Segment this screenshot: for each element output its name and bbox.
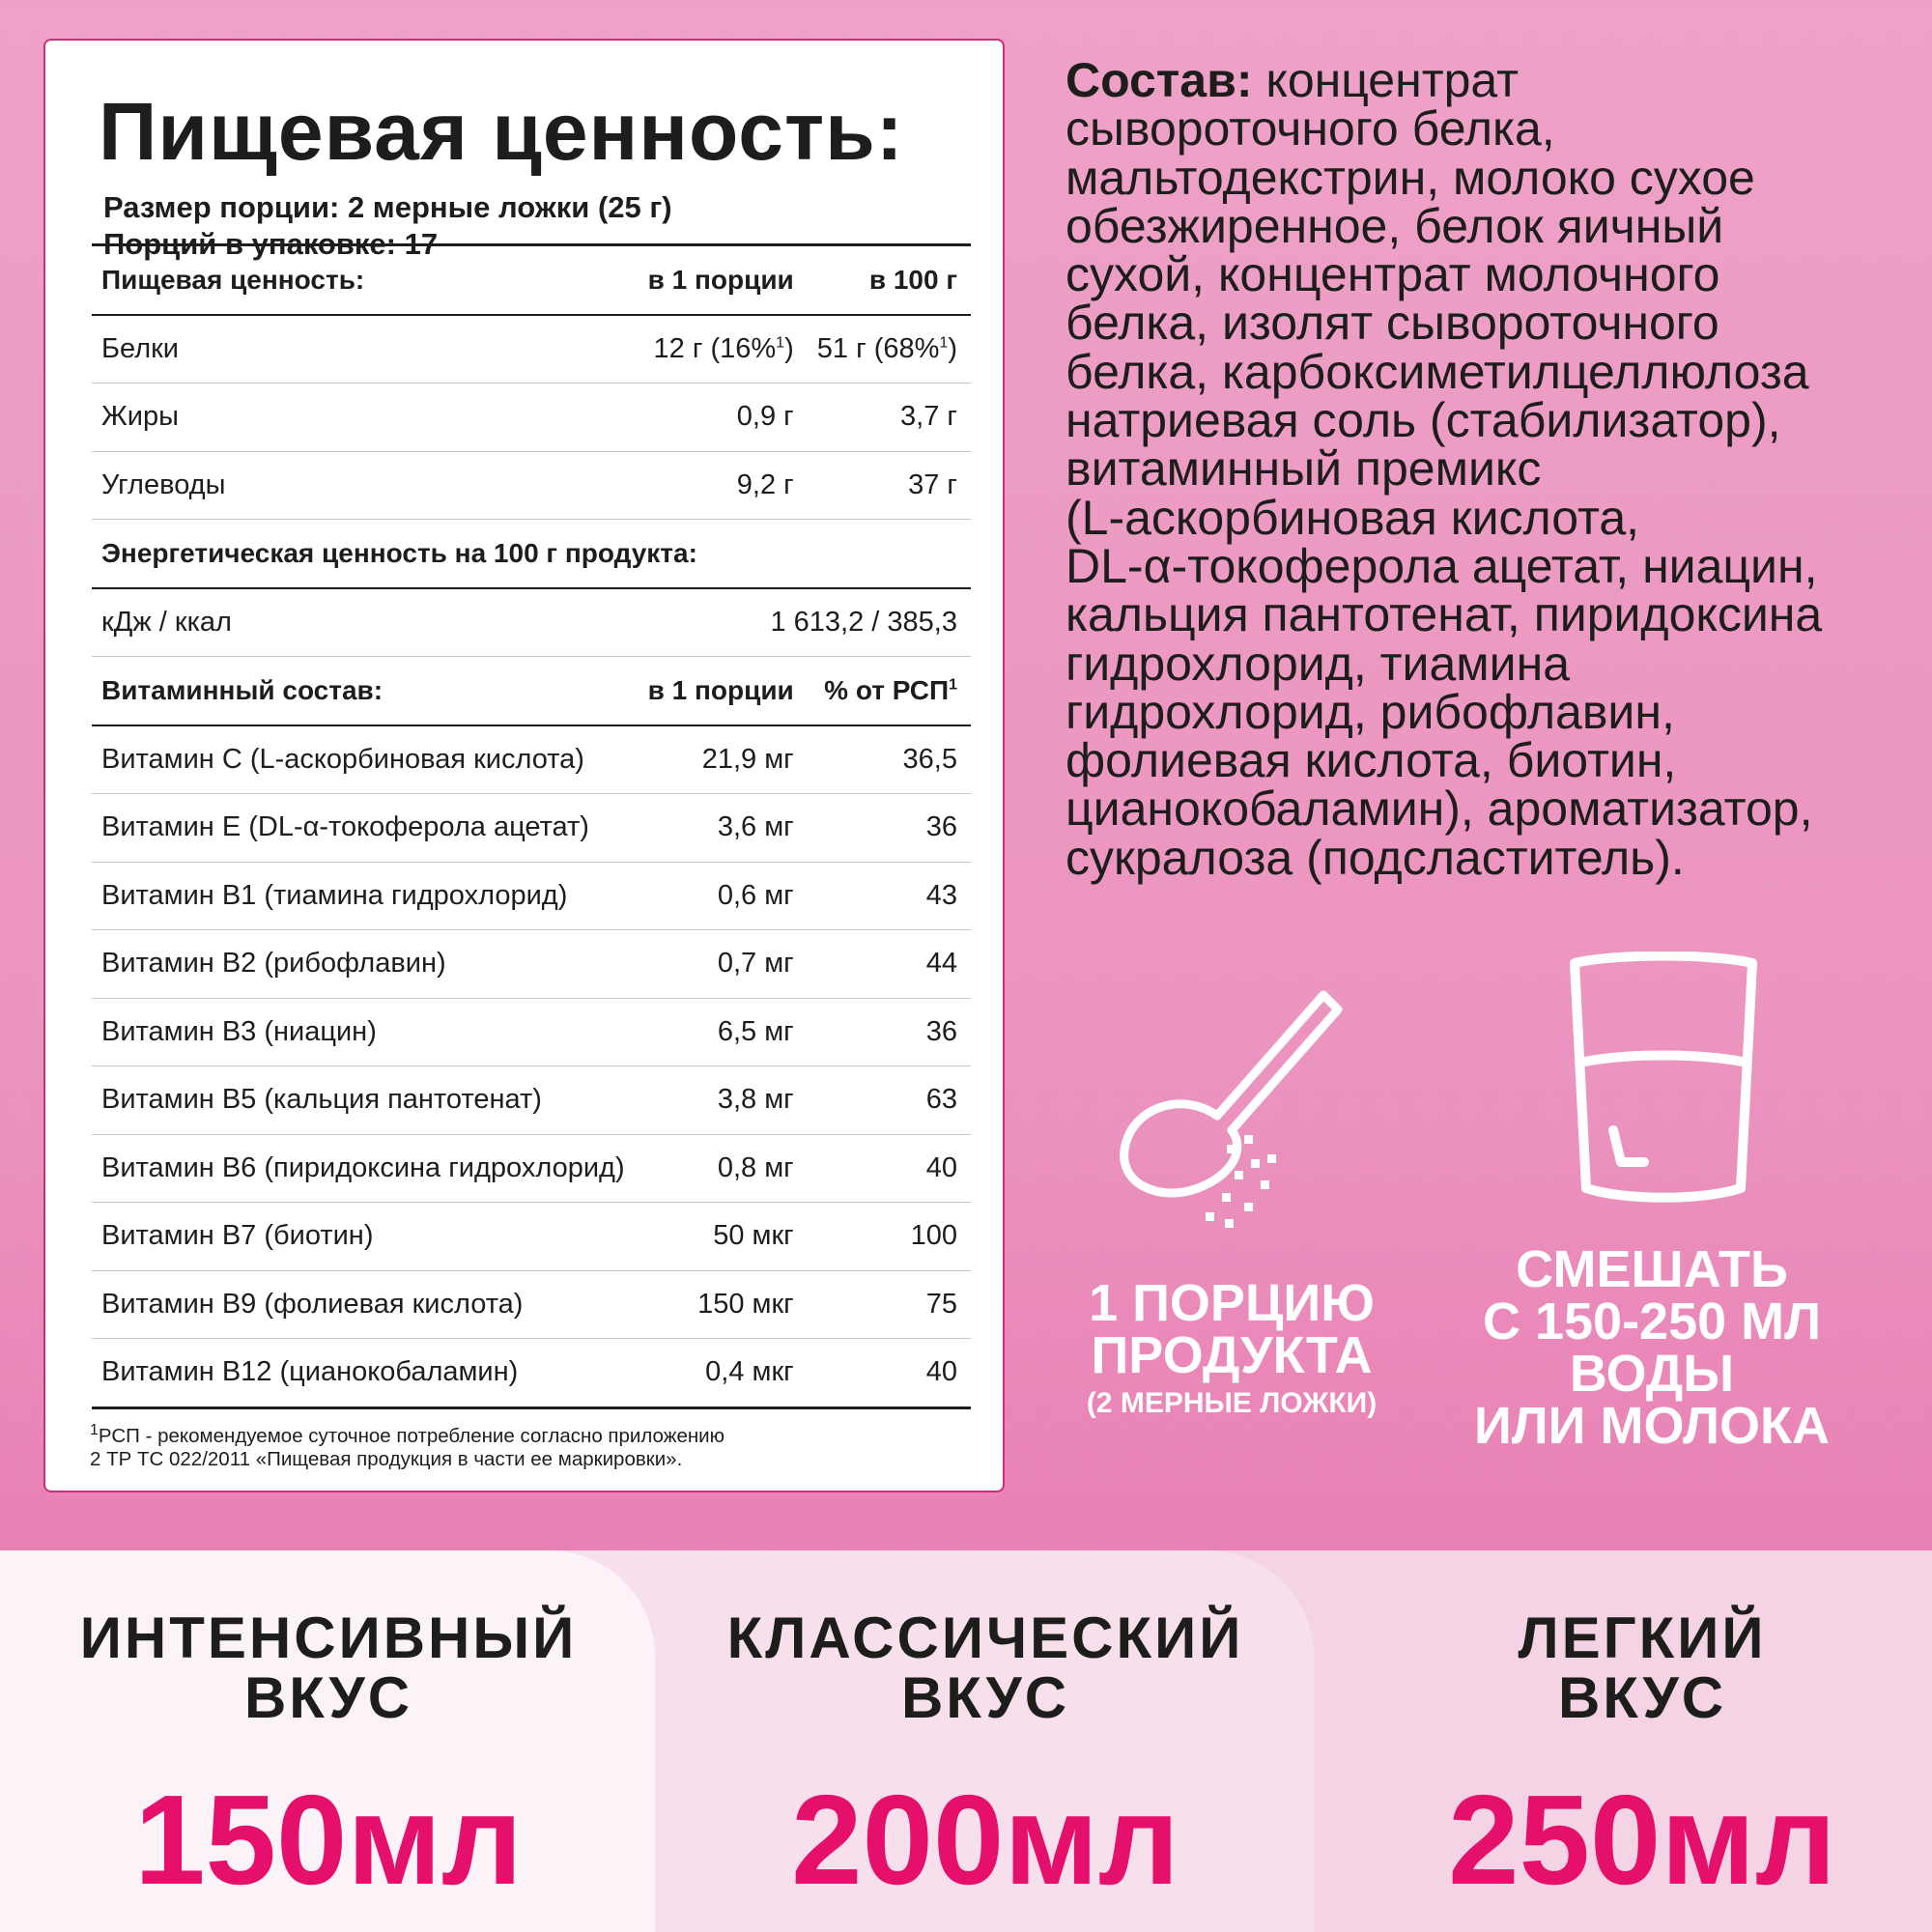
table-row [92,588,971,657]
header-cell: Витаминный состав: [92,657,639,725]
taste-light: ЛЕГКИЙ ВКУС 250мл [1314,1608,1932,1904]
vitamin-per-serving: 0,4 мкг [639,1339,808,1408]
composition-line: гидрохлорид, тиамина [1065,636,1570,691]
vitamin-per-serving: 3,8 мг [639,1066,808,1135]
vitamin-rsp: 63 [808,1066,971,1135]
table-row [92,725,971,794]
header-cell: в 1 порции [639,245,808,315]
vitamin-name: Витамин В3 (ниацин) [92,998,639,1066]
table-row [92,1134,971,1203]
nutrient-name: Углеводы [92,451,639,520]
table-header-row [92,245,971,315]
nutrient-name: Белки [92,315,639,384]
composition-text [1065,53,1916,885]
composition-line: натриевая соль (стабилизатор), [1065,393,1781,448]
taste-volume: 150мл [134,1769,523,1911]
table-row [92,451,971,520]
composition-line: кальция пантотенат, пиридоксина [1065,587,1823,642]
composition-line: сухой, концентрат молочного [1065,247,1720,302]
table-row [92,315,971,384]
table-row [92,930,971,999]
card-title: Пищевая ценность: [99,86,904,177]
serving-size: Размер порции: 2 мерные ложки (25 г) [103,190,672,224]
vitamin-rsp: 36 [808,794,971,863]
composition-line: фолиевая кислота, биотин, [1065,733,1677,788]
composition-line: Состав: концентрат [1065,53,1520,107]
nutrient-per-serving: 9,2 г [639,451,808,520]
vitamin-name: Витамин В9 (фолиевая кислота) [92,1270,639,1339]
vitamin-rsp: 44 [808,930,971,999]
table-row [92,1203,971,1271]
composition-line: белка, карбоксиметилцеллюлоза [1065,344,1809,399]
nutrient-per-100: 37 г [808,451,971,520]
vitamin-rsp: 36,5 [808,725,971,794]
vitamin-name: Витамин В7 (биотин) [92,1203,639,1271]
table-row [92,1066,971,1135]
vitamin-per-serving: 0,7 мг [639,930,808,999]
energy-label: кДж / ккал [92,588,639,657]
composition-line: DL-α-токоферола ацетат, ниацин, [1065,538,1818,593]
composition-line: обезжиренное, белок яичный [1065,198,1724,253]
taste-volume: 200мл [791,1769,1179,1911]
vitamin-rsp: 75 [808,1270,971,1339]
table-row [92,862,971,930]
composition-line: мальтодекстрин, молоко сухое [1065,150,1755,205]
composition-label: Состав: [1065,53,1253,107]
nutrition-card [43,39,1005,1492]
vitamin-per-serving: 50 мкг [639,1203,808,1271]
taste-volume: 250мл [1448,1769,1836,1911]
composition-line: сукралоза (подсластитель). [1065,830,1685,885]
spoon-icon [1101,966,1352,1236]
table-row [92,384,971,452]
composition-line: гидрохлорид, рибофлавин, [1065,684,1675,739]
vitamin-name: Витамин В6 (пиридоксина гидрохлорид) [92,1134,639,1203]
table-row [92,794,971,863]
table-row [92,998,971,1066]
composition-line: сывороточного белка, [1065,101,1555,156]
vitamin-rsp: 36 [808,998,971,1066]
nutrient-per-100: 51 г (68%$^1$) [808,315,971,384]
vitamin-per-serving: 0,6 мг [639,862,808,930]
header-cell: в 100 г [808,245,971,315]
vitamin-per-serving: 150 мкг [639,1270,808,1339]
energy-header-row [92,520,971,588]
vitamin-rsp: 43 [808,862,971,930]
energy-value: 1 613,2 / 385,3 [639,588,971,657]
header-cell: в 1 порции [639,657,808,725]
vitamin-per-serving: 6,5 мг [639,998,808,1066]
vitamin-per-serving: 21,9 мг [639,725,808,794]
vitamin-name: Витамин В5 (кальция пантотенат) [92,1066,639,1135]
vitamin-header-row [92,657,971,725]
servings-per-pack: Порций в упаковке: 17 [103,227,439,261]
vitamin-name: Витамин Е (DL-α-токоферола ацетат) [92,794,639,863]
vitamin-per-serving: 3,6 мг [639,794,808,863]
composition-line: цианокобаламин), ароматизатор, [1065,781,1813,837]
footnote: $^1$РСП - рекомендуемое суточное потребление согласно приложению 2 ТР ТС 022/2011 «Пищевая продукция в части ее маркировки». [90,1422,724,1470]
nutrient-per-100: 3,7 г [808,384,971,452]
taste-classic: КЛАССИЧЕСКИЙ ВКУС 200мл [657,1608,1314,1904]
header-cell: % от РСП$^1$ [808,657,971,725]
vitamin-rsp: 100 [808,1203,971,1271]
vitamin-rsp: 40 [808,1339,971,1408]
composition-line: (L-аскорбиновая кислота, [1065,490,1640,545]
nutrient-name: Жиры [92,384,639,452]
vitamin-name: Витамин С (L-аскорбиновая кислота) [92,725,639,794]
composition-line: витаминный премикс [1065,441,1542,497]
nutrition-table [92,243,971,1409]
header-cell: Пищевая ценность: [92,245,639,315]
vitamin-name: Витамин В1 (тиамина гидрохлорид) [92,862,639,930]
vitamin-per-serving: 0,8 мг [639,1134,808,1203]
vitamin-rows [92,725,971,1408]
energy-header: Энергетическая ценность на 100 г продукта: [92,520,971,588]
glass-icon [1557,952,1770,1208]
step2-caption: СМЕШАТЬ С 150-250 МЛ ВОДЫ ИЛИ МОЛОКА [1473,1240,1830,1455]
nutrient-per-serving: 0,9 г [639,384,808,452]
step1-caption: 1 ПОРЦИЮ ПРОДУКТА (2 МЕРНЫЕ ЛОЖКИ) [1086,1274,1378,1419]
table-row [92,1339,971,1408]
vitamin-name: Витамин В2 (рибофлавин) [92,930,639,999]
composition-line: белка, изолят сывороточного [1065,296,1719,351]
vitamin-name: Витамин В12 (цианокобаламин) [92,1339,639,1408]
table-row [92,1270,971,1339]
vitamin-rsp: 40 [808,1134,971,1203]
taste-intense: ИНТЕНСИВНЫЙ ВКУС 150мл [0,1608,657,1904]
nutrient-per-serving: 12 г (16%$^1$) [639,315,808,384]
